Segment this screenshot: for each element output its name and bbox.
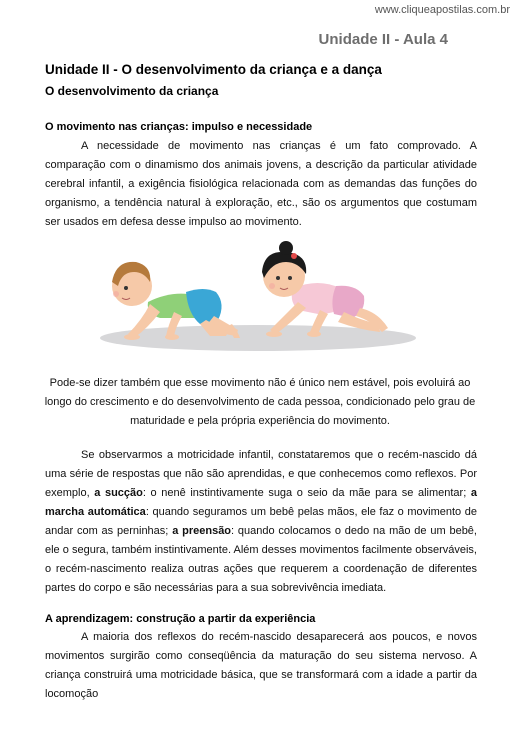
girl-figure — [262, 241, 388, 337]
term-succao: a sucção — [94, 487, 143, 499]
lesson-header: Unidade II - Aula 4 — [318, 31, 448, 48]
paragraph-learning — [45, 628, 477, 704]
unit-title: Unidade II - O desenvolvimento da criança e a dança — [45, 62, 382, 77]
illustration-caption: Pode-se dizer também que esse movimento não é único nem estável, pois evoluirá ao longo do crescimento e do desenvolvimento de cada pessoa, condicionado pelo grau de maturidade e pela própria experiência do movimento. — [44, 377, 476, 427]
term-preensao: a preensão — [172, 525, 232, 537]
reflexes-text-2: : quando seguramos um bebê pelas mãos, ele faz o movimento de andar com as perninhas; — [45, 506, 477, 537]
site-url: www.cliqueapostilas.com.br — [374, 4, 510, 16]
paragraph-movement — [45, 137, 477, 232]
reflexes-text-3: : quando colocamos o dedo na mão de um bebê, ele o segura, também instintivamente. Além desses movimentos facilmente observáveis, o recém-nascimento realiza outras ações que requerem a coordenação de diferentes partes do corpo e são necessárias para a sua sobrevivência imediata. — [45, 525, 477, 594]
children-crawling-illustration — [88, 238, 428, 356]
section-title-learning: A aprendizagem: construção a partir da experiência — [45, 613, 316, 625]
paragraph-learning-text: A maioria dos reflexos do recém-nascido desaparecerá aos poucos, e novos movimentos surgirão como conseqüência da maturação do seu sistema nervoso. A criança construirá uma motricidade básica, que se transformará com a idade a partir da locomoção — [45, 631, 477, 700]
paragraph-movement-text: A necessidade de movimento nas crianças é um fato comprovado. A comparação com o dinamismo dos animais jovens, a descrição da particular atividade cerebral infantil, a exigência fisiológica relacionada com as demandas das funções do organismo, a tendência natural à exploração, etc., são os argumentos que costumam ser usados em defesa desse impulso ao movimento. — [45, 140, 477, 228]
reflexes-text-1: : o nenê instintivamente suga o seio da mãe para se alimentar; — [142, 487, 467, 499]
boy-figure — [112, 262, 240, 340]
paragraph-reflexes — [45, 446, 477, 598]
subtitle: O desenvolvimento da criança — [45, 84, 219, 98]
term-marcha-automatica: a marcha automática — [45, 487, 477, 518]
section-title-movement: O movimento nas crianças: impulso e necessidade — [45, 121, 313, 133]
reflexes-intro: Se observarmos a motricidade infantil, constataremos que o recém-nascido dá uma série de respostas que não são aprendidas, e que conhecemos como reflexos. Por exemplo, — [45, 449, 477, 499]
